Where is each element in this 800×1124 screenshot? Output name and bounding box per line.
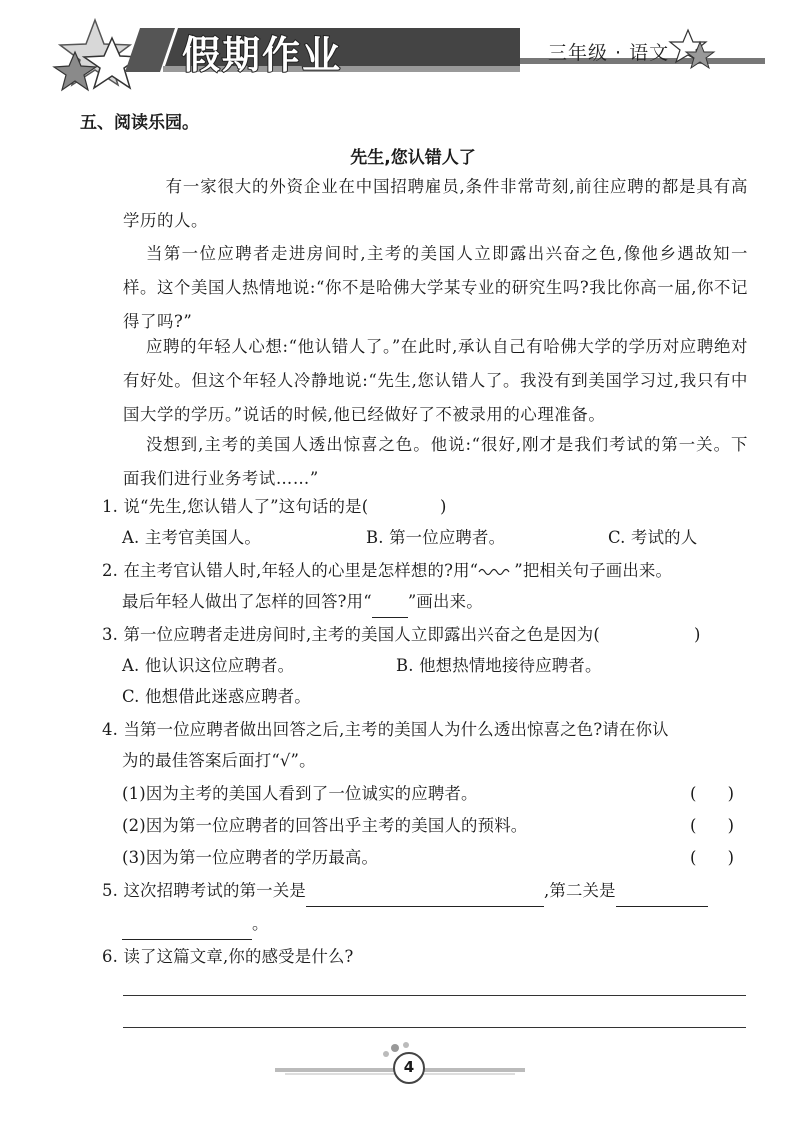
question-3-option-b: B. 他想热情地接待应聘者。: [396, 656, 602, 675]
question-4-option-2-paren[interactable]: ( ): [690, 816, 735, 835]
question-5-text-c: 。: [252, 914, 269, 933]
question-3-stem: 3. 第一位应聘者走进房间时,主考的美国人立即露出兴奋之色是因为(: [102, 625, 600, 644]
question-4-line-2: 为的最佳答案后面打“√”。: [122, 751, 316, 770]
page-header: [0, 0, 800, 100]
question-5-line-2: [122, 909, 269, 940]
question-1-option-b: B. 第一位应聘者。: [366, 528, 506, 547]
question-2-line-2: [122, 587, 483, 618]
question-4-option-3: (3)因为第一位应聘者的学历最高。: [122, 848, 379, 867]
question-1-stem: 1. 说“先生,您认错人了”这句话的是(: [102, 497, 369, 516]
question-4-line-1: 4. 当第一位应聘者做出回答之后,主考的美国人为什么透出惊喜之色?请在你认: [102, 720, 669, 739]
story-paragraph-3: 应聘的年轻人心想:“他认错人了。”在此时,承认自己有哈佛大学的学历对应聘绝对有好处。但这个年轻人冷静地说:“先生,您认错人了。我没有到美国学习过,我只有中国大学的学历。”说话的时候,他已经做好了不被录用的心理准备。: [123, 337, 748, 424]
question-2-line-1: [102, 556, 672, 586]
question-5-text-a: 5. 这次招聘考试的第一关是: [102, 881, 306, 900]
story-paragraph-1: 有一家很大的外资企业在中国招聘雇员,条件非常苛刻,前往应聘的都是具有高学历的人。: [123, 177, 748, 230]
question-1-answer-paren[interactable]: ): [440, 497, 447, 516]
question-3-answer-paren[interactable]: ): [694, 625, 701, 644]
question-1-option-a: A. 主考官美国人。: [122, 528, 261, 547]
question-4-option-1-paren[interactable]: ( ): [690, 784, 735, 803]
story-paragraph-2: 当第一位应聘者走进房间时,主考的美国人立即露出兴奋之色,像他乡遇故知一样。这个美国人热情地说:“你不是哈佛大学某专业的研究生吗?我比你高一届,你不记得了吗?”: [123, 244, 748, 331]
question-4-option-3-paren[interactable]: ( ): [690, 848, 735, 867]
question-5-line-1: [102, 876, 708, 907]
question-6-stem: 6. 读了这篇文章,你的感受是什么?: [102, 947, 354, 966]
stars-decoration-icon: [54, 20, 140, 90]
grade-subject-label: 三年级 · 语文: [548, 42, 670, 64]
header-banner: [0, 0, 800, 100]
answer-blank-2[interactable]: [616, 876, 708, 907]
answer-writing-line-2[interactable]: [123, 1027, 746, 1028]
question-2-text-d: ”画出来。: [407, 592, 483, 611]
question-3-option-c: C. 他想借此迷惑应聘者。: [122, 687, 311, 706]
question-3-option-a: A. 他认识这位应聘者。: [122, 656, 295, 675]
worksheet-title: 假期作业: [182, 33, 343, 77]
section-title: 五、阅读乐园。: [80, 113, 199, 133]
answer-blank-1[interactable]: [306, 876, 544, 907]
question-4-option-2: (2)因为第一位应聘者的回答出乎主考的美国人的预料。: [122, 816, 528, 835]
question-1-option-c: C. 考试的人: [608, 528, 698, 547]
page-number: 4: [403, 1058, 415, 1076]
answer-blank-3[interactable]: [122, 909, 252, 940]
question-4-option-1: (1)因为主考的美国人看到了一位诚实的应聘者。: [122, 784, 478, 803]
wavy-underline-icon: [478, 566, 514, 576]
story-title: 先生,您认错人了: [350, 148, 476, 168]
straight-underline-mark: [372, 587, 408, 618]
answer-writing-line-1[interactable]: [123, 995, 746, 996]
question-5-text-b: ,第二关是: [543, 881, 616, 900]
question-2-text-c: 最后年轻人做出了怎样的回答?用“: [122, 592, 372, 611]
question-2-text-a: 2. 在主考官认错人时,年轻人的心里是怎样想的?用“: [102, 561, 479, 580]
story-paragraph-4: 没想到,主考的美国人透出惊喜之色。他说:“很好,刚才是我们考试的第一关。下面我们进行业务考试……”: [123, 435, 748, 488]
question-2-text-b: ”把相关句子画出来。: [514, 561, 673, 580]
